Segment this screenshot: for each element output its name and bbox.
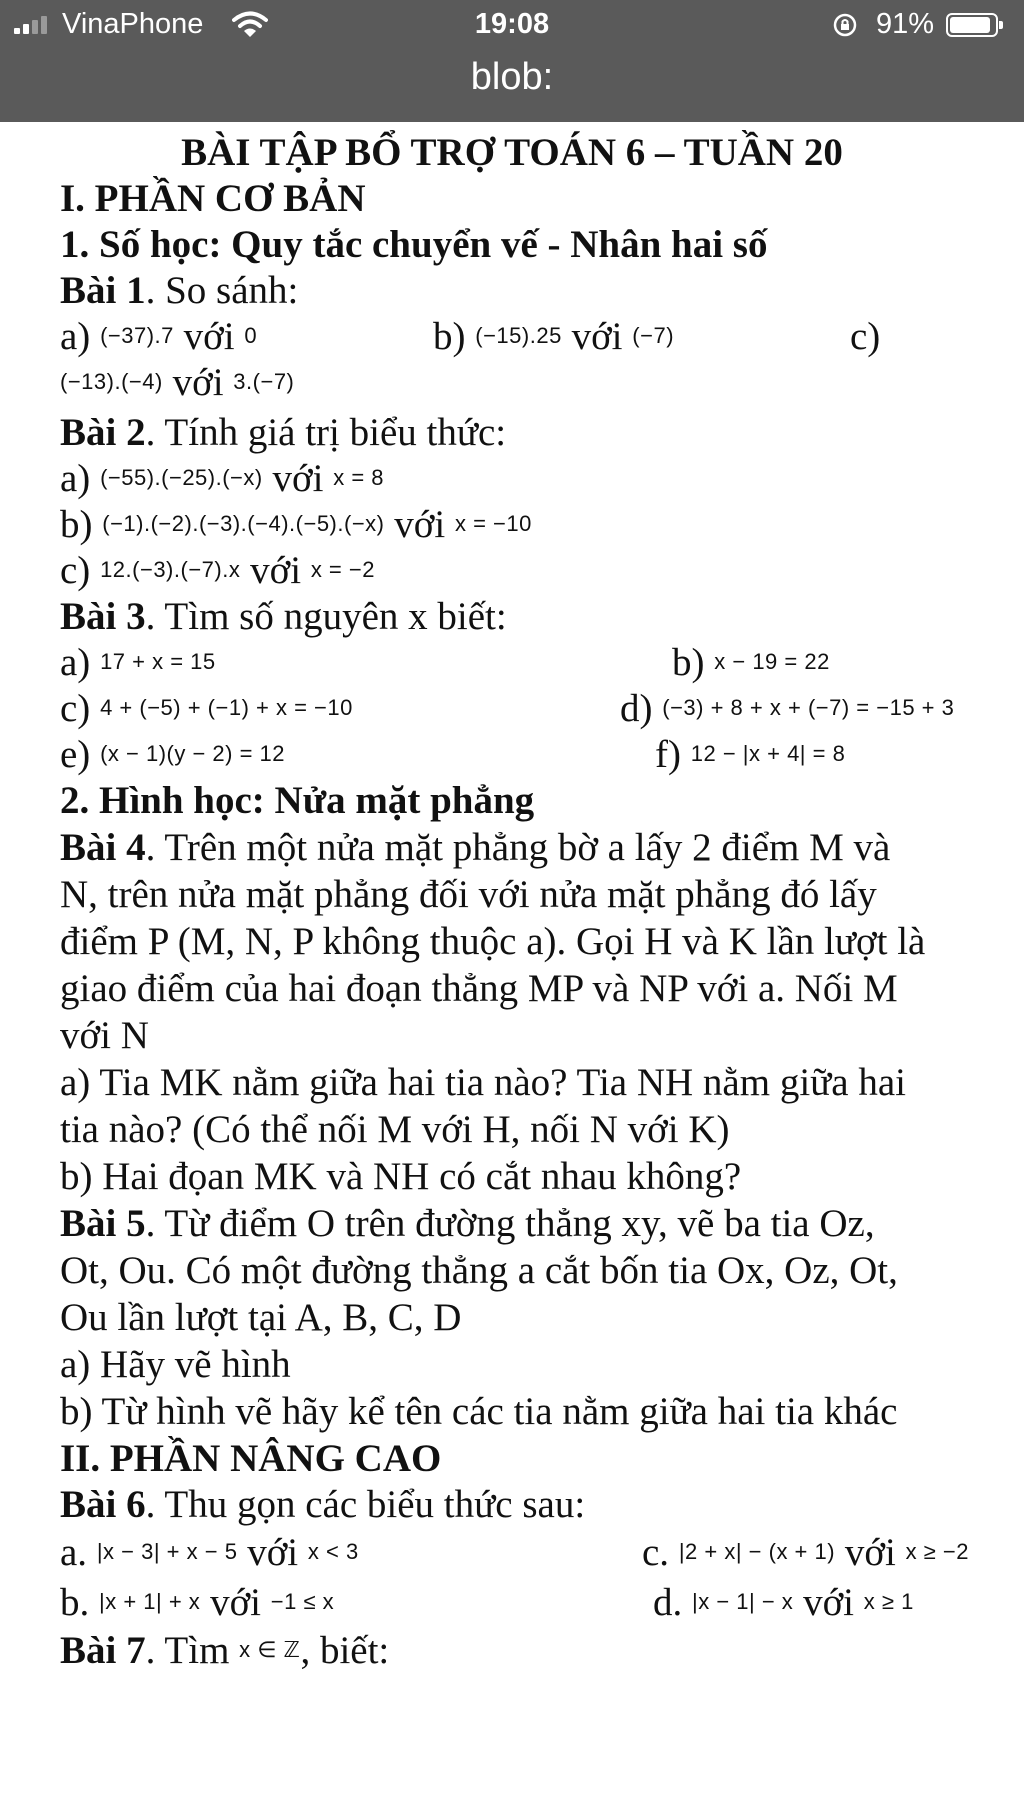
exercise-1-part-b: b) (−15).25 với (−7) (433, 315, 675, 358)
exercise-label: Bài 1 (60, 269, 146, 312)
battery-level-fill (950, 17, 990, 33)
exercise-label: Bài 7 (60, 1629, 146, 1672)
battery-icon (946, 13, 998, 37)
exercise-4-line-3: điểm P (M, N, P không thuộc a). Gọi H và K lần lượt là (60, 920, 926, 963)
exercise-5-line-2: Ot, Ou. Có một đường thẳng a cắt bốn tia Ox, Oz, Ot, (60, 1249, 898, 1292)
exercise-5-line-5: b) Từ hình vẽ hãy kể tên các tia nằm giữa hai tia khác (60, 1390, 898, 1433)
exercise-3-part-d: d) (−3) + 8 + x + (−7) = −15 + 3 (620, 687, 955, 730)
exercise-6-part-b: b. |x + 1| + x với −1 ≤ x (60, 1581, 335, 1624)
exercise-3-part-f: f) 12 − |x + 4| = 8 (655, 733, 846, 776)
exercise-1-part-a: a) (−37).7 với 0 (60, 315, 258, 358)
exercise-3-part-c: c) 4 + (−5) + (−1) + x = −10 (60, 687, 353, 730)
status-time: 19:08 (474, 8, 550, 40)
section-1-heading: 1. Số học: Quy tắc chuyển vế - Nhân hai số (60, 223, 768, 266)
exercise-1-heading (60, 270, 994, 313)
exercise-6-part-d: d. |x − 1| − x với x ≥ 1 (653, 1581, 914, 1624)
battery-percent: 91% (876, 8, 935, 40)
exercise-text: . Thu gọn các biểu thức sau: (145, 1483, 586, 1526)
carrier-name: VinaPhone (62, 8, 204, 40)
top-bar (0, 0, 1024, 122)
exercise-7-heading: Bài 7. Tìm x ∈ ℤ, biết: (60, 1629, 390, 1672)
browser-page-title: blob: (470, 56, 554, 98)
document-title: BÀI TẬP BỔ TRỢ TOÁN 6 – TUẦN 20 (181, 131, 843, 174)
part-1-heading: I. PHẦN CƠ BẢN (60, 177, 366, 220)
exercise-text: . So sánh: (145, 269, 299, 312)
exercise-label: Bài 2 (60, 411, 146, 454)
exercise-5-line-1: Bài 5. Từ điểm O trên đường thẳng xy, vẽ ba tia Oz, (60, 1202, 875, 1245)
exercise-4-line-2: N, trên nửa mặt phẳng đối với nửa mặt phẳng đó lấy (60, 873, 877, 916)
exercise-4-line-4: giao điểm của hai đoạn thẳng MP và NP với a. Nối M (60, 967, 898, 1010)
exercise-5-line-4: a) Hãy vẽ hình (60, 1343, 291, 1386)
section-2-heading: 2. Hình học: Nửa mặt phẳng (60, 779, 535, 822)
exercise-2-part-c: c) 12.(−3).(−7).x với x = −2 (60, 549, 375, 592)
exercise-label: Bài 6 (60, 1483, 146, 1526)
exercise-3-part-e: e) (x − 1)(y − 2) = 12 (60, 733, 286, 776)
orientation-lock-icon (832, 12, 858, 38)
exercise-3-part-b: b) x − 19 = 22 (672, 641, 830, 684)
exercise-4-line-1: Bài 4. Trên một nửa mặt phẳng bờ a lấy 2 điểm M và (60, 826, 891, 869)
exercise-text: . Tìm số nguyên x biết: (145, 595, 507, 638)
exercise-text: . Tính giá trị biểu thức: (145, 411, 507, 454)
document-page (0, 122, 1024, 1820)
exercise-3-part-a: a) 17 + x = 15 (60, 641, 216, 684)
exercise-4-line-8: b) Hai đọan MK và NH có cắt nhau không? (60, 1155, 742, 1198)
exercise-4-line-5: với N (60, 1014, 149, 1057)
exercise-4-line-7: tia nào? (Có thể nối M với H, nối N với K) (60, 1108, 730, 1151)
exercise-1-part-c: (−13).(−4) với 3.(−7) (60, 361, 295, 404)
exercise-2-part-a: a) (−55).(−25).(−x) với x = 8 (60, 457, 385, 500)
part-2-heading: II. PHẦN NÂNG CAO (60, 1437, 442, 1480)
exercise-1-part-c-label: c) (850, 315, 881, 358)
exercise-label: Bài 3 (60, 595, 146, 638)
exercise-5-line-3: Ou lần lượt tại A, B, C, D (60, 1296, 462, 1339)
exercise-4-line-6: a) Tia MK nằm giữa hai tia nào? Tia NH nằm giữa hai (60, 1061, 907, 1104)
exercise-label: Bài 4 (60, 826, 146, 869)
exercise-2-part-b: b) (−1).(−2).(−3).(−4).(−5).(−x) với x = −10 (60, 503, 532, 546)
exercise-6-part-a: a. |x − 3| + x − 5 với x < 3 (60, 1531, 359, 1574)
exercise-3-heading (60, 596, 994, 639)
status-bar (0, 0, 1024, 50)
exercise-label: Bài 5 (60, 1202, 146, 1245)
exercise-6-part-c: c. |2 + x| − (x + 1) với x ≥ −2 (642, 1531, 969, 1574)
exercise-2-heading (60, 412, 994, 455)
exercise-6-heading (60, 1484, 994, 1527)
